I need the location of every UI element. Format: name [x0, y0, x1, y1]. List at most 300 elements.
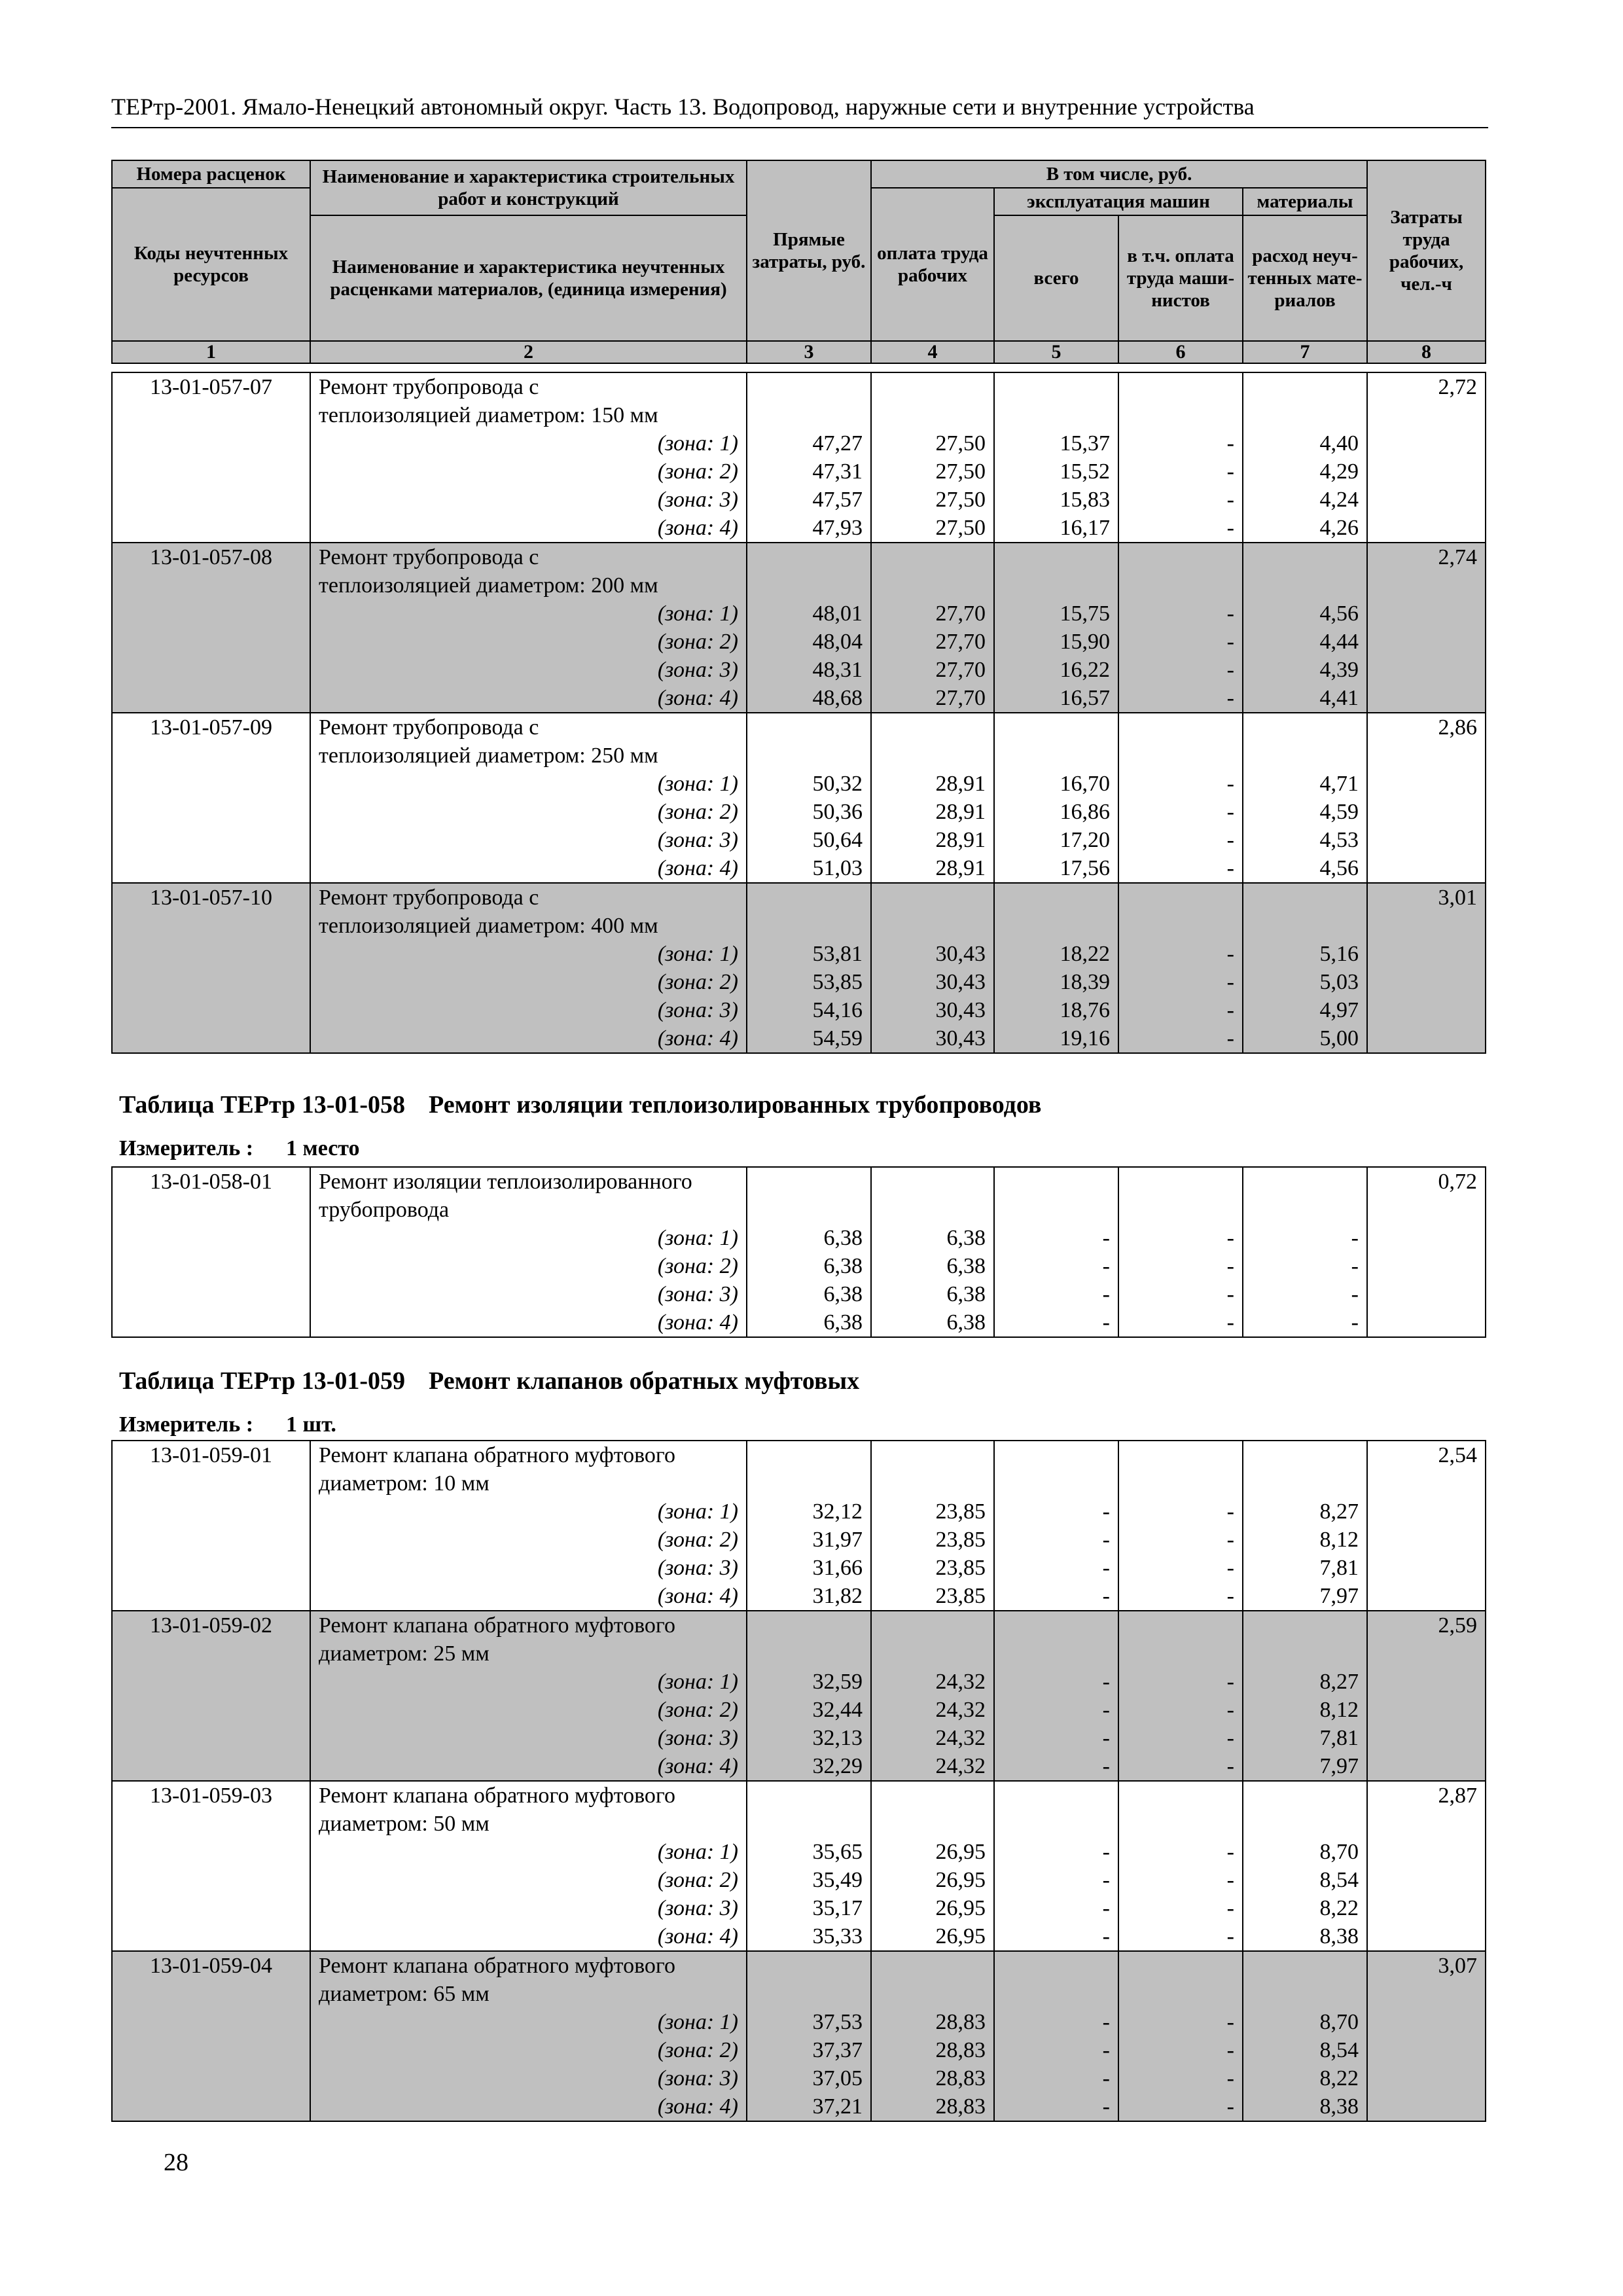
table-row: [112, 968, 1486, 996]
materials-cost: 4,56: [1243, 854, 1367, 883]
machine-total: 15,37: [994, 429, 1118, 457]
machinist-pay: -: [1118, 684, 1243, 713]
machinist-pay: -: [1118, 457, 1243, 486]
work-name: Ремонт клапана обратного муфтового: [310, 1611, 747, 1640]
worker-pay: 6,38: [871, 1308, 994, 1337]
worker-pay: 30,43: [871, 968, 994, 996]
machine-total: 16,22: [994, 656, 1118, 684]
machine-total: 16,57: [994, 684, 1118, 713]
empty-cell: [871, 372, 994, 401]
empty-cell: [112, 1810, 310, 1838]
zone-label: (зона: 2): [310, 798, 747, 826]
empty-cell: [112, 2008, 310, 2036]
empty-cell: [1367, 940, 1486, 968]
table-row: [112, 2008, 1486, 2036]
work-name: Ремонт клапана обратного муфтового: [310, 1441, 747, 1469]
materials-cost: 8,12: [1243, 1696, 1367, 1724]
empty-cell: [112, 429, 310, 457]
empty-cell: [1367, 600, 1486, 628]
work-name: Ремонт изоляции теплоизолированного: [310, 1167, 747, 1196]
empty-cell: [1367, 1024, 1486, 1053]
header-unaccounted-materials: расход неуч-тенных мате-риалов: [1243, 215, 1367, 341]
meter-label: Измеритель :: [119, 1136, 254, 1160]
empty-cell: [1367, 2036, 1486, 2064]
machinist-pay: -: [1118, 996, 1243, 1024]
empty-cell: [1367, 968, 1486, 996]
direct-cost: 35,65: [747, 1838, 871, 1866]
empty-cell: [112, 1280, 310, 1308]
worker-pay: 24,32: [871, 1668, 994, 1696]
direct-cost: 6,38: [747, 1224, 871, 1252]
materials-cost: 7,97: [1243, 1582, 1367, 1611]
empty-cell: [112, 1838, 310, 1866]
machine-total: -: [994, 1526, 1118, 1554]
empty-cell: [112, 912, 310, 940]
empty-cell: [112, 940, 310, 968]
machine-total: 18,76: [994, 996, 1118, 1024]
empty-cell: [1243, 883, 1367, 912]
empty-cell: [1367, 770, 1486, 798]
direct-cost: 35,17: [747, 1894, 871, 1922]
empty-cell: [112, 401, 310, 429]
table-row: [112, 1024, 1486, 1053]
table-row: [112, 883, 1486, 912]
table-row: [112, 1894, 1486, 1922]
worker-pay: 27,50: [871, 486, 994, 514]
materials-cost: 7,81: [1243, 1724, 1367, 1752]
empty-cell: [1367, 1752, 1486, 1781]
empty-cell: [1243, 543, 1367, 571]
empty-cell: [1367, 826, 1486, 854]
empty-cell: [1367, 1668, 1486, 1696]
empty-cell: [1243, 401, 1367, 429]
zone-label: (зона: 3): [310, 486, 747, 514]
machinist-pay: -: [1118, 1668, 1243, 1696]
materials-cost: 4,39: [1243, 656, 1367, 684]
empty-cell: [994, 372, 1118, 401]
empty-cell: [112, 1554, 310, 1582]
zone-label: (зона: 4): [310, 1024, 747, 1053]
worker-pay: 28,91: [871, 854, 994, 883]
empty-cell: [747, 571, 871, 600]
worker-pay: 23,85: [871, 1498, 994, 1526]
machine-total: -: [994, 2092, 1118, 2121]
table-row: [112, 798, 1486, 826]
work-name: Ремонт трубопровода с: [310, 713, 747, 742]
direct-cost: 47,31: [747, 457, 871, 486]
direct-cost: 32,44: [747, 1696, 871, 1724]
table-row: [112, 1866, 1486, 1894]
machinist-pay: -: [1118, 940, 1243, 968]
work-name: Ремонт клапана обратного муфтового: [310, 1781, 747, 1810]
empty-cell: [747, 1640, 871, 1668]
direct-cost: 37,53: [747, 2008, 871, 2036]
worker-pay: 24,32: [871, 1724, 994, 1752]
meter-value: 1 шт.: [286, 1412, 336, 1437]
zone-label: (зона: 2): [310, 1526, 747, 1554]
machine-total: -: [994, 1752, 1118, 1781]
rate-code: 13-01-059-02: [112, 1611, 310, 1640]
empty-cell: [1118, 1781, 1243, 1810]
empty-cell: [994, 571, 1118, 600]
empty-cell: [994, 912, 1118, 940]
empty-cell: [1367, 628, 1486, 656]
table-row: [112, 770, 1486, 798]
table-row: [112, 940, 1486, 968]
machinist-pay: -: [1118, 656, 1243, 684]
table-row: [112, 372, 1486, 401]
machine-total: 16,86: [994, 798, 1118, 826]
machine-total: -: [994, 1308, 1118, 1337]
worker-pay: 28,91: [871, 770, 994, 798]
empty-cell: [1367, 486, 1486, 514]
empty-cell: [747, 1781, 871, 1810]
machine-total: 16,17: [994, 514, 1118, 543]
column-number: 2: [310, 341, 747, 363]
machine-total: 18,22: [994, 940, 1118, 968]
empty-cell: [112, 684, 310, 713]
section-table-label: Таблица ТЕРтр 13-01-058: [119, 1091, 406, 1119]
direct-cost: 35,49: [747, 1866, 871, 1894]
zone-label: (зона: 4): [310, 1922, 747, 1951]
empty-cell: [112, 2064, 310, 2092]
table-row: [112, 1582, 1486, 1611]
materials-cost: 4,44: [1243, 628, 1367, 656]
section-title-058: [119, 1090, 1041, 1119]
zone-label: (зона: 4): [310, 1308, 747, 1337]
rate-code: 13-01-059-01: [112, 1441, 310, 1469]
direct-cost: 47,27: [747, 429, 871, 457]
worker-pay: 24,32: [871, 1752, 994, 1781]
empty-cell: [994, 1781, 1118, 1810]
empty-cell: [1367, 1582, 1486, 1611]
labor-cost: 0,72: [1367, 1167, 1486, 1196]
labor-cost: 3,01: [1367, 883, 1486, 912]
empty-cell: [1367, 1894, 1486, 1922]
machine-total: -: [994, 1280, 1118, 1308]
worker-pay: 27,50: [871, 429, 994, 457]
empty-cell: [1367, 1224, 1486, 1252]
empty-cell: [1367, 429, 1486, 457]
header-labor-costs: Затраты труда рабочих, чел.-ч: [1367, 160, 1486, 341]
rate-code: 13-01-057-07: [112, 372, 310, 401]
empty-cell: [1243, 1980, 1367, 2008]
table-row: [112, 1752, 1486, 1781]
zone-label: (зона: 1): [310, 1838, 747, 1866]
empty-cell: [1118, 1640, 1243, 1668]
materials-cost: 5,16: [1243, 940, 1367, 968]
empty-cell: [871, 1640, 994, 1668]
machinist-pay: -: [1118, 1280, 1243, 1308]
column-number: 8: [1367, 341, 1486, 363]
table-row: [112, 656, 1486, 684]
materials-cost: 8,70: [1243, 1838, 1367, 1866]
empty-cell: [112, 571, 310, 600]
zone-label: (зона: 4): [310, 1582, 747, 1611]
zone-label: (зона: 4): [310, 1752, 747, 1781]
empty-cell: [994, 1441, 1118, 1469]
machine-total: -: [994, 2036, 1118, 2064]
empty-cell: [112, 1640, 310, 1668]
zone-label: (зона: 4): [310, 684, 747, 713]
empty-cell: [1243, 1441, 1367, 1469]
machine-total: -: [994, 1224, 1118, 1252]
empty-cell: [1367, 1469, 1486, 1498]
rate-code: 13-01-057-10: [112, 883, 310, 912]
empty-cell: [1118, 543, 1243, 571]
worker-pay: 28,83: [871, 2064, 994, 2092]
zone-label: (зона: 2): [310, 1252, 747, 1280]
table-row: [112, 996, 1486, 1024]
machinist-pay: -: [1118, 2092, 1243, 2121]
empty-cell: [1367, 1810, 1486, 1838]
machine-total: 19,16: [994, 1024, 1118, 1053]
empty-cell: [871, 1441, 994, 1469]
machinist-pay: -: [1118, 1526, 1243, 1554]
empty-cell: [112, 1668, 310, 1696]
empty-cell: [1243, 1810, 1367, 1838]
empty-cell: [871, 1196, 994, 1224]
table-row: [112, 1838, 1486, 1866]
column-number: 4: [871, 341, 994, 363]
work-name: диаметром: 25 мм: [310, 1640, 747, 1668]
empty-cell: [747, 912, 871, 940]
worker-pay: 6,38: [871, 1280, 994, 1308]
materials-cost: 8,54: [1243, 2036, 1367, 2064]
materials-cost: 4,71: [1243, 770, 1367, 798]
empty-cell: [747, 1980, 871, 2008]
work-name: теплоизоляцией диаметром: 150 мм: [310, 401, 747, 429]
work-name: диаметром: 65 мм: [310, 1980, 747, 2008]
direct-cost: 53,85: [747, 968, 871, 996]
empty-cell: [871, 1469, 994, 1498]
materials-cost: 4,97: [1243, 996, 1367, 1024]
machine-total: -: [994, 1498, 1118, 1526]
table-row: [112, 2092, 1486, 2121]
column-number: 1: [112, 341, 310, 363]
work-name: диаметром: 10 мм: [310, 1469, 747, 1498]
empty-cell: [112, 1866, 310, 1894]
empty-cell: [1118, 742, 1243, 770]
machine-total: -: [994, 1922, 1118, 1951]
empty-cell: [1243, 1167, 1367, 1196]
empty-cell: [112, 798, 310, 826]
direct-cost: 32,29: [747, 1752, 871, 1781]
zone-label: (зона: 1): [310, 1498, 747, 1526]
header-resource-codes: Коды неучтенных ресурсов: [112, 188, 310, 341]
zone-label: (зона: 1): [310, 600, 747, 628]
materials-cost: 7,97: [1243, 1752, 1367, 1781]
work-name: теплоизоляцией диаметром: 200 мм: [310, 571, 747, 600]
materials-cost: -: [1243, 1308, 1367, 1337]
empty-cell: [871, 1951, 994, 1980]
worker-pay: 27,70: [871, 656, 994, 684]
table-row: [112, 713, 1486, 742]
empty-cell: [1367, 996, 1486, 1024]
empty-cell: [112, 854, 310, 883]
empty-cell: [1118, 1810, 1243, 1838]
header-total: всего: [994, 215, 1118, 341]
empty-cell: [1243, 372, 1367, 401]
empty-cell: [1367, 514, 1486, 543]
empty-cell: [112, 1980, 310, 2008]
direct-cost: 37,21: [747, 2092, 871, 2121]
header-direct-costs: Прямые затраты, руб.: [747, 160, 871, 341]
empty-cell: [1118, 571, 1243, 600]
empty-cell: [1243, 571, 1367, 600]
empty-cell: [1367, 912, 1486, 940]
meter-058: [119, 1136, 360, 1161]
materials-cost: 5,03: [1243, 968, 1367, 996]
direct-cost: 48,04: [747, 628, 871, 656]
column-number: 6: [1118, 341, 1243, 363]
empty-cell: [871, 543, 994, 571]
table-row: [112, 1668, 1486, 1696]
materials-cost: 4,56: [1243, 600, 1367, 628]
empty-cell: [1367, 1980, 1486, 2008]
empty-cell: [112, 826, 310, 854]
machinist-pay: -: [1118, 1024, 1243, 1053]
machine-total: 15,52: [994, 457, 1118, 486]
machinist-pay: -: [1118, 2008, 1243, 2036]
empty-cell: [871, 1810, 994, 1838]
zone-label: (зона: 2): [310, 1696, 747, 1724]
machine-total: -: [994, 1668, 1118, 1696]
work-name: Ремонт трубопровода с: [310, 372, 747, 401]
machine-total: -: [994, 1696, 1118, 1724]
direct-cost: 50,64: [747, 826, 871, 854]
empty-cell: [112, 1526, 310, 1554]
empty-cell: [112, 1724, 310, 1752]
machinist-pay: -: [1118, 2064, 1243, 2092]
table-row: [112, 1554, 1486, 1582]
machinist-pay: -: [1118, 826, 1243, 854]
materials-cost: 4,59: [1243, 798, 1367, 826]
empty-cell: [1367, 854, 1486, 883]
empty-cell: [1367, 2008, 1486, 2036]
materials-cost: 4,24: [1243, 486, 1367, 514]
labor-cost: 2,59: [1367, 1611, 1486, 1640]
zone-label: (зона: 1): [310, 429, 747, 457]
worker-pay: 23,85: [871, 1526, 994, 1554]
zone-label: (зона: 1): [310, 2008, 747, 2036]
zone-label: (зона: 4): [310, 514, 747, 543]
empty-cell: [1367, 1866, 1486, 1894]
materials-cost: -: [1243, 1280, 1367, 1308]
empty-cell: [1118, 713, 1243, 742]
empty-cell: [1243, 1781, 1367, 1810]
header-worker-pay: оплата труда рабочих: [871, 188, 994, 341]
machinist-pay: -: [1118, 2036, 1243, 2064]
table-row: [112, 2064, 1486, 2092]
empty-cell: [1367, 1922, 1486, 1951]
materials-cost: 7,81: [1243, 1554, 1367, 1582]
materials-cost: 4,40: [1243, 429, 1367, 457]
worker-pay: 28,83: [871, 2036, 994, 2064]
empty-cell: [1367, 1640, 1486, 1668]
empty-cell: [112, 968, 310, 996]
header-material-name: Наименование и характеристика неучтенных расценками материалов, (единица измерения): [310, 215, 747, 341]
empty-cell: [994, 1196, 1118, 1224]
worker-pay: 28,91: [871, 826, 994, 854]
table-row: [112, 684, 1486, 713]
direct-cost: 32,12: [747, 1498, 871, 1526]
materials-cost: -: [1243, 1224, 1367, 1252]
materials-cost: -: [1243, 1252, 1367, 1280]
worker-pay: 23,85: [871, 1554, 994, 1582]
empty-cell: [112, 1582, 310, 1611]
empty-cell: [1367, 1196, 1486, 1224]
empty-cell: [112, 1024, 310, 1053]
empty-cell: [871, 401, 994, 429]
labor-cost: 3,07: [1367, 1951, 1486, 1980]
table-row: [112, 457, 1486, 486]
machine-total: -: [994, 1724, 1118, 1752]
empty-cell: [994, 1810, 1118, 1838]
empty-cell: [1118, 1441, 1243, 1469]
machine-total: -: [994, 1252, 1118, 1280]
empty-cell: [994, 713, 1118, 742]
work-name: Ремонт клапана обратного муфтового: [310, 1951, 747, 1980]
direct-cost: 47,93: [747, 514, 871, 543]
worker-pay: 30,43: [871, 1024, 994, 1053]
empty-cell: [1367, 2064, 1486, 2092]
header-machinist-pay: в т.ч. оплата труда маши-нистов: [1118, 215, 1243, 341]
work-name: теплоизоляцией диаметром: 250 мм: [310, 742, 747, 770]
machine-total: -: [994, 1838, 1118, 1866]
machinist-pay: -: [1118, 1752, 1243, 1781]
worker-pay: 27,70: [871, 600, 994, 628]
table-row: [112, 1280, 1486, 1308]
direct-cost: 48,68: [747, 684, 871, 713]
empty-cell: [1367, 457, 1486, 486]
empty-cell: [747, 1810, 871, 1838]
table-row: [112, 429, 1486, 457]
empty-cell: [1243, 1951, 1367, 1980]
empty-cell: [1118, 372, 1243, 401]
table-row: [112, 1922, 1486, 1951]
empty-cell: [871, 571, 994, 600]
empty-cell: [747, 883, 871, 912]
machine-total: 16,70: [994, 770, 1118, 798]
empty-cell: [994, 1611, 1118, 1640]
machinist-pay: -: [1118, 429, 1243, 457]
table-row: [112, 1810, 1486, 1838]
machinist-pay: -: [1118, 1696, 1243, 1724]
column-number: 7: [1243, 341, 1367, 363]
direct-cost: 35,33: [747, 1922, 871, 1951]
direct-cost: 48,31: [747, 656, 871, 684]
machine-total: -: [994, 1894, 1118, 1922]
empty-cell: [1367, 571, 1486, 600]
empty-cell: [994, 1640, 1118, 1668]
work-name: трубопровода: [310, 1196, 747, 1224]
direct-cost: 31,97: [747, 1526, 871, 1554]
zone-label: (зона: 1): [310, 770, 747, 798]
table-header: [111, 160, 1486, 364]
empty-cell: [994, 742, 1118, 770]
empty-cell: [1243, 713, 1367, 742]
materials-cost: 4,29: [1243, 457, 1367, 486]
rate-code: 13-01-057-08: [112, 543, 310, 571]
zone-label: (зона: 4): [310, 2092, 747, 2121]
direct-cost: 6,38: [747, 1252, 871, 1280]
empty-cell: [112, 2092, 310, 2121]
machinist-pay: -: [1118, 1866, 1243, 1894]
empty-cell: [1118, 401, 1243, 429]
table-row: [112, 600, 1486, 628]
empty-cell: [1367, 1252, 1486, 1280]
